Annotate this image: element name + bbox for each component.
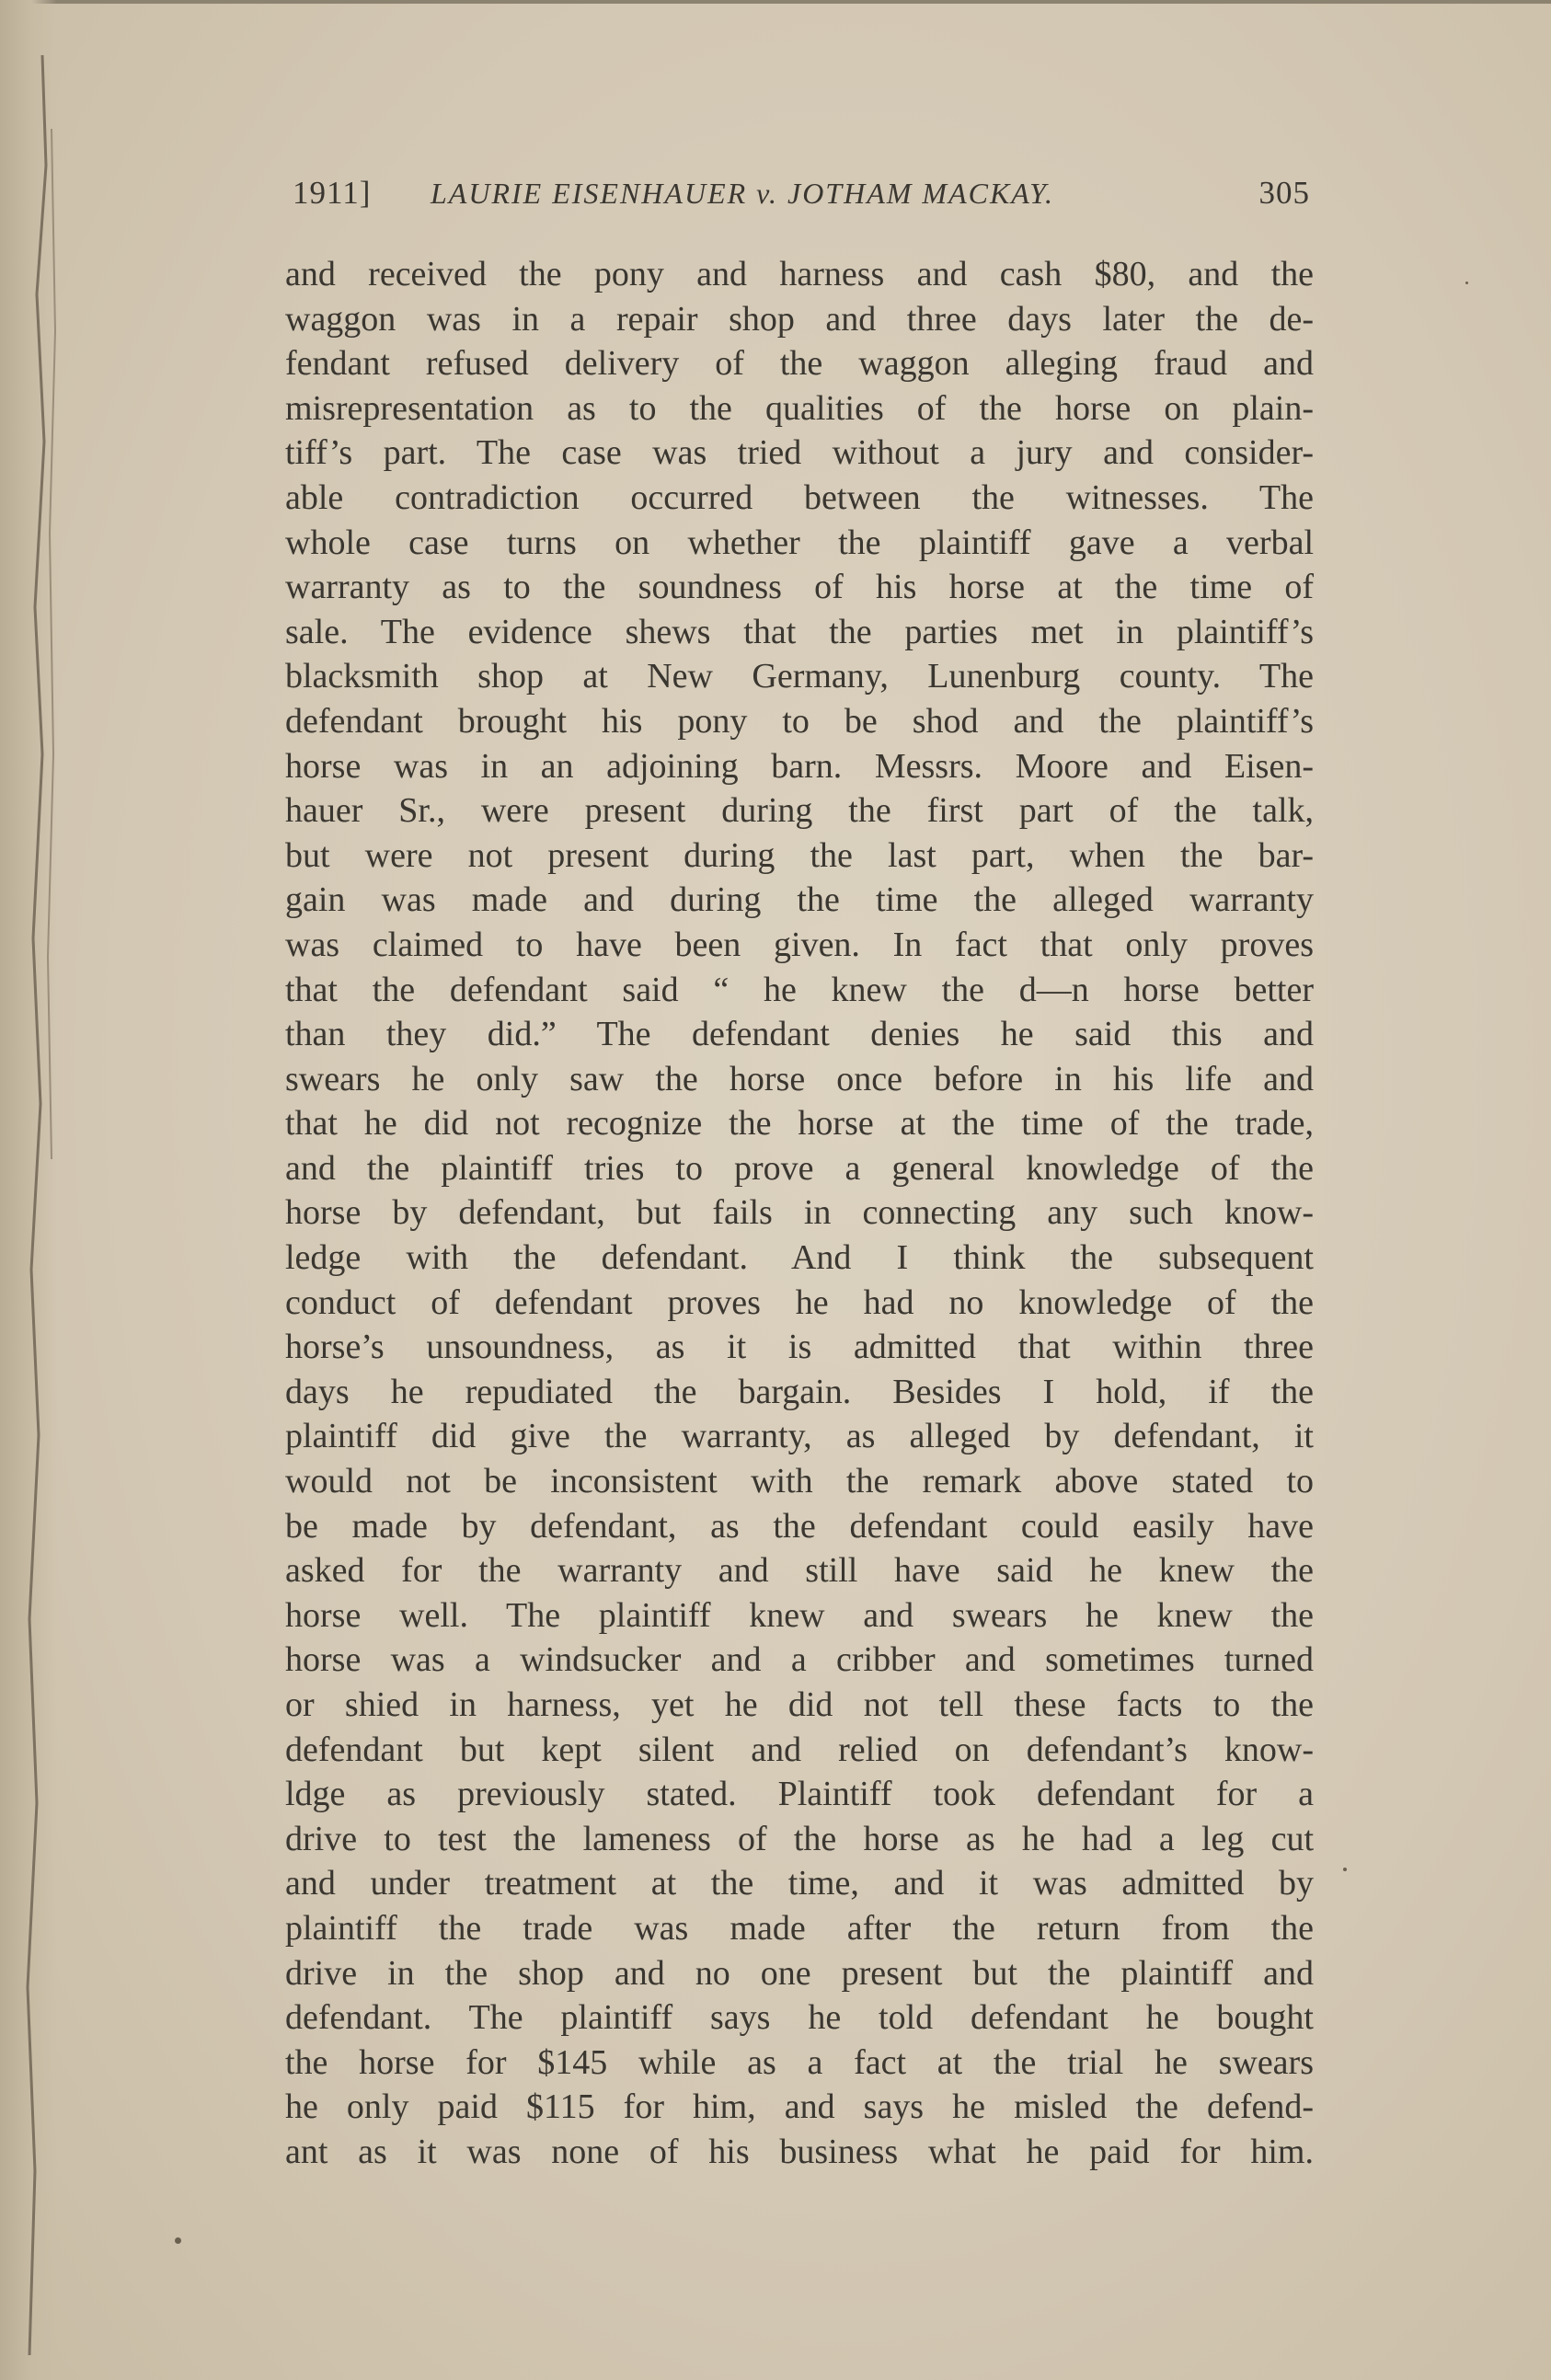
- text-line: hauer Sr., were present during the first part of the talk,: [285, 791, 1314, 831]
- body-text: [285, 252, 1314, 2175]
- text-line: drive in the shop and no one present but the plaintiff and: [285, 1953, 1314, 1993]
- text-line: drive to test the lameness of the horse as he had a leg cut: [285, 1819, 1314, 1858]
- header-year: 1911]: [293, 175, 372, 211]
- running-header: [293, 175, 1310, 223]
- paper-speck: [1465, 282, 1468, 284]
- paper-speck: [1343, 1868, 1347, 1871]
- text-line: and the plaintiff tries to prove a general knowledge of the: [285, 1148, 1314, 1188]
- text-line: horse was in an adjoining barn. Messrs. Moore and Eisen-: [285, 746, 1314, 786]
- text-line: able contradiction occurred between the witnesses. The: [285, 477, 1314, 517]
- text-line: ant as it was none of his business what he paid for him.: [285, 2132, 1314, 2171]
- text-line: defendant. The plaintiff says he told defendant he bought: [285, 1998, 1314, 2038]
- text-line: horse was a windsucker and a cribber and sometimes turned: [285, 1640, 1314, 1680]
- text-line: days he repudiated the bargain. Besides I hold, if the: [285, 1372, 1314, 1411]
- text-line: than they did.” The defendant denies he said this and: [285, 1015, 1314, 1054]
- text-line: blacksmith shop at New Germany, Lunenburg county. The: [285, 657, 1314, 696]
- text-line: but were not present during the last part, when the bar-: [285, 835, 1314, 875]
- text-line: warranty as to the soundness of his horse at the time of: [285, 568, 1314, 607]
- text-line: conduct of defendant proves he had no knowledge of the: [285, 1282, 1314, 1322]
- text-line: was claimed to have been given. In fact that only proves: [285, 925, 1314, 964]
- text-line: and under treatment at the time, and it was admitted by: [285, 1864, 1314, 1903]
- text-line: fendant refused delivery of the waggon alleging fraud and: [285, 344, 1314, 384]
- text-line: whole case turns on whether the plaintiff gave a verbal: [285, 523, 1314, 562]
- text-line: horse’s unsoundness, as it is admitted that within three: [285, 1328, 1314, 1367]
- text-line: asked for the warranty and still have said he knew the: [285, 1551, 1314, 1591]
- text-line: horse by defendant, but fails in connecting any such know-: [285, 1193, 1314, 1233]
- text-line: sale. The evidence shews that the parties met in plaintiff’s: [285, 612, 1314, 651]
- text-line: defendant but kept silent and relied on defendant’s know-: [285, 1730, 1314, 1769]
- text-line: gain was made and during the time the alleged warranty: [285, 880, 1314, 920]
- text-line: ldge as previously stated. Plaintiff took defendant for a: [285, 1775, 1314, 1814]
- text-line: ledge with the defendant. And I think the subsequent: [285, 1238, 1314, 1278]
- text-line: defendant brought his pony to be shod and the plaintiff’s: [285, 701, 1314, 741]
- header-case-title: LAURIE EISENHAUER v. JOTHAM MACKAY.: [431, 177, 1054, 210]
- text-line: that he did not recognize the horse at the time of the trade,: [285, 1104, 1314, 1144]
- text-line: or shied in harness, yet he did not tell these facts to the: [285, 1685, 1314, 1724]
- text-line: he only paid $115 for him, and says he misled the defend-: [285, 2087, 1314, 2127]
- text-line: that the defendant said “ he knew the d—n horse better: [285, 970, 1314, 1009]
- text-line: be made by defendant, as the defendant could easily have: [285, 1506, 1314, 1546]
- text-line: plaintiff the trade was made after the return from the: [285, 1908, 1314, 1948]
- paper-speck: [175, 2237, 181, 2244]
- text-line: the horse for $145 while as a fact at the trial he swears: [285, 2042, 1314, 2082]
- text-line: horse well. The plaintiff knew and swears he knew the: [285, 1595, 1314, 1635]
- text-line: would not be inconsistent with the remark above stated to: [285, 1462, 1314, 1501]
- torn-edge-decoration: [24, 55, 61, 2355]
- text-line: and received the pony and harness and cash $80, and the: [285, 255, 1314, 293]
- text-line: waggon was in a repair shop and three days later the de-: [285, 299, 1314, 339]
- text-line: plaintiff did give the warranty, as alleged by defendant, it: [285, 1417, 1314, 1456]
- page-top-edge: [0, 0, 1551, 4]
- page-number: 305: [1258, 175, 1310, 211]
- text-line: misrepresentation as to the qualities of the horse on plain-: [285, 388, 1314, 428]
- text-line: tiff’s part. The case was tried without a jury and consider-: [285, 433, 1314, 473]
- text-line: swears he only saw the horse once before in his life and: [285, 1059, 1314, 1098]
